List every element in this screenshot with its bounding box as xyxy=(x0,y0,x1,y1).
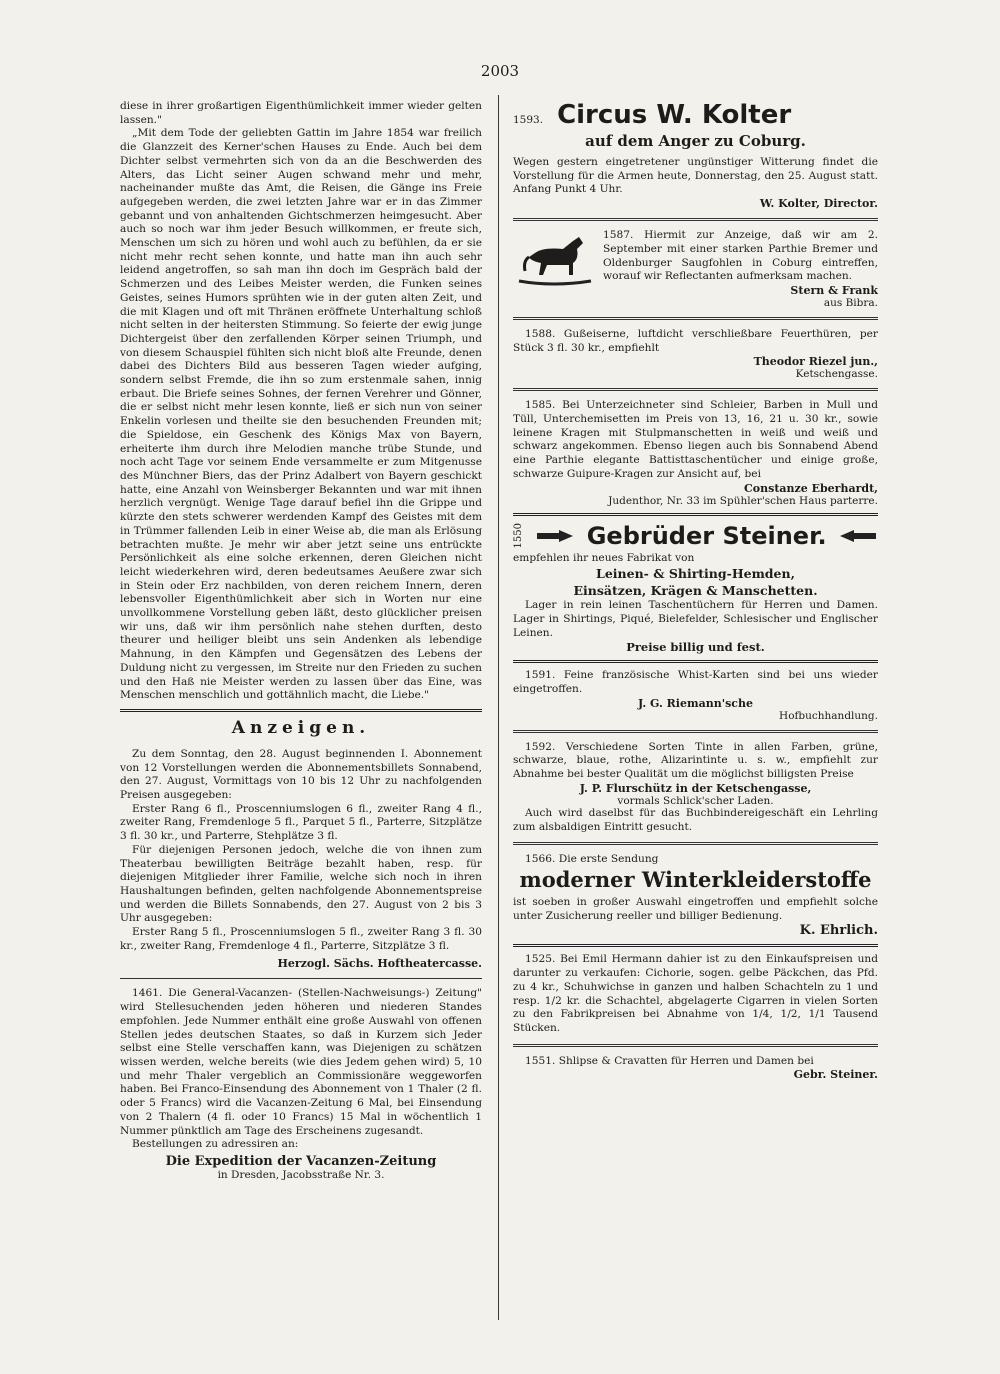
ad-1587 xyxy=(513,229,878,309)
ad-1591-place: Hofbuchhandlung. xyxy=(779,709,878,722)
ad-1551-signature: Gebr. Steiner. xyxy=(793,1068,878,1082)
ad-1566-text: ist soeben in großer Auswahl eingetroffen und empfiehlt solche unter Zusicherung reeller und billiger Bedienung. xyxy=(513,895,878,922)
ad-1588-place: Ketschengasse. xyxy=(795,368,878,381)
ad-1593-title: Circus W. Kolter xyxy=(557,100,792,130)
horse-illustration xyxy=(513,231,597,287)
ad-1461-address: in Dresden, Jacobsstraße Nr. 3. xyxy=(217,1168,385,1181)
ad-1593-number: 1593. xyxy=(513,114,544,126)
ad-1593-header xyxy=(513,100,878,130)
ad-1550-line: Einsätzen, Krägen & Manschetten. xyxy=(573,583,818,599)
ad-1550-intro: empfehlen ihr neues Fabrikat von xyxy=(513,551,695,564)
theatre-paragraph: Erster Rang 5 fl., Proscenniumslogen 5 fl., zweiter Rang 3 fl. 30 kr., zweiter Rang, Fremdenloge 4 fl., Parterre, Sitzplätze 3 fl. xyxy=(120,926,482,952)
article-paragraph: diese in ihrer großartigen Eigenthümlichkeit immer wieder gelten lassen." xyxy=(120,100,482,126)
ad-1591-signature: J. G. Riemann'sche xyxy=(637,696,753,710)
section-rule xyxy=(120,709,482,712)
theatre-paragraph: Erster Rang 6 fl., Proscenniumslogen 6 fl., zweiter Rang 4 fl., zweiter Rang, Fremdenloge 5 fl., Parquet 5 fl., Parterre, Sitzplätze 3 fl. 30 kr., und Parterre, Stehplätze 3 fl. xyxy=(120,802,482,843)
ad-rule xyxy=(513,513,878,516)
ad-1566-title: moderner Winterkleiderstoffe xyxy=(519,866,872,892)
ad-1566-intro: 1566. Die erste Sendung xyxy=(525,853,659,866)
ad-1585-signature: Constanze Eberhardt, xyxy=(744,481,878,495)
ad-1593-text: Wegen gestern eingetretener ungünstiger Witterung findet die Vorstellung für die Armen heute, Donnerstag, den 25. August statt. Anfang Punkt 4 Uhr. xyxy=(513,156,878,196)
ad-1461-text: Bestellungen zu adressiren an: xyxy=(132,1138,299,1151)
ad-rule xyxy=(513,317,878,320)
ad-1588-signature: Theodor Riezel jun., xyxy=(753,355,878,369)
ad-1525-text: 1525. Bei Emil Hermann dahier ist zu den Einkaufspreisen und darunter zu verkaufen: Cichorie, sogen. gelbe Päckchen, das Pfd. zu 4 kr., Schuhwichse in ganzen und halben Schachteln zu 1 und resp. 1/2 kr. die Schachtel, abgelagerte Cigarren in vielen Sorten zu den Fabrikpreisen bei Abnahme von 1/4, 1/2, 1/1 Tausend Stücken. xyxy=(513,953,878,1034)
pointing-hand-right-icon xyxy=(535,529,575,543)
theatre-signature: Herzogl. Sächs. Hoftheatercasse. xyxy=(277,957,482,971)
theatre-paragraph: Zu dem Sonntag, den 28. August beginnenden I. Abonnement von 12 Vorstellungen werden die Abonnementsbillets Sonnabend, den 27. August, Vormittags von 10 bis 12 Uhr zu nachfolgenden Preisen ausgegeben: xyxy=(120,747,482,802)
ad-1592-signature: J. P. Flurschütz in der Ketschengasse, xyxy=(579,781,812,795)
ad-1585-place: Judenthor, Nr. 33 im Spühler'schen Haus parterre. xyxy=(608,494,878,507)
theatre-paragraph: Für diejenigen Personen jedoch, welche die von ihnen zum Theaterbau bewilligten Beiträge bezahlt haben, resp. für diejenigen Mitglieder ihrer Familie, welche sich noch in ihren Haushaltungen befinden, gelten nachfolgende Abonnementspreise und werden die Billets Sonnabends, den 27. August von 2 bis 3 Uhr ausgegeben: xyxy=(120,843,482,925)
right-column xyxy=(513,100,878,1081)
ad-1550-header xyxy=(513,522,878,550)
ad-1592-place: vormals Schlick'scher Laden. xyxy=(617,794,774,807)
article-paragraph: „Mit dem Tode der geliebten Gattin im Jahre 1854 war freilich die Glanzzeit des Kerner'schen Hauses zu Ende. Auch bei dem Dichter selbst vermehrten sich von da an die Beschwerden des Alters, das Licht seiner Augen schwand mehr und mehr, nacheinander mußte das Amt, die Reisen, die Gänge ins Freie aufgegeben werden, die zwei letzten Jahre war er in das Zimmer gebannt und von anhaltenden Gichtschmerzen heimgesucht. Aber auch so noch war ihm jeder Besuch willkommen, er freute sich, Menschen um sich zu hören und wohl auch zu befühlen, da er sie nicht mehr recht sehen konnte, und hatte man ihn auch sehr leidend angetroffen, so sah man ihn doch im Gespräch bald der Schmerzen und des Leibes Meister werden, die Funken seines Geistes, seines Humors sprühten wie in der guten alten Zeit, und die mit Klagen und oft mit Thränen eröffnete Unterhaltung schloß nicht selten in der heitersten Stimmung. So feierte der ewig junge Dichtergeist über den zerfallenden Körper seinen Triumph, und von diesem Schauspiel fühlten sich nicht bloß alte Freunde, denen dabei des Dichters Bild aus besseren Tagen wieder aufging, sondern selbst Fremde, die ihn so zum erstenmale sahen, innig erbaut. Die Briefe seines Sohnes, der fernen Verehrer und Gönner, die er selbst nicht mehr lesen konnte, ließ er sich nun von seiner Enkelin vorlesen und theilte sie den besuchenden Freunden mit; die Spieldose, ein Geschenk des Königs Max von Bayern, erheiterte ihm durch ihre Melodien manche trübe Stunde, und noch acht Tage vor seinem Ende versammelte er zum Mitgenusse des Münchner Biers, das der Prinz Adalbert von Bayern geschickt hatte, eine Anzahl von Weinsberger Bekannten und war mit ihnen herzlich vergnügt. Wenige Tage darauf befiel ihn die Grippe und kürzte den stets schwerer werdenden Kampf des Geistes mit dem in Trümmer fallenden Leib in einer Weise ab, die man als Erlösung betrachten mußte. Je mehr wir aber jetzt seine uns entrückte Persönlichkeit als eine solche erkennen, deren Gleichen nicht leicht wiederkehren wird, deren bedeutsames Aeußere zwar sich in Stein oder Erz nachbilden, von deren reichem Innern, deren lebensvoller Eigenthümlichkeit aber sich in Worten nur eine unvollkommene Vorstellung geben läßt, desto glücklicher preisen wir uns, daß wir ihm persönlich nahe stehen durften, desto theurer und heiliger bleibt uns sein Andenken als lebendige Mahnung, in den Kämpfen und Gegensätzen des Lebens der Duldung nicht zu vergessen, im Streite nur den Frieden zu suchen und den Haß nie Meister werden zu lassen über das Eine, was Menschen menschlich und gottähnlich macht, die Liebe." xyxy=(120,127,482,702)
left-column xyxy=(120,100,482,1181)
ad-1566-signature: K. Ehrlich. xyxy=(799,923,878,939)
ad-rule xyxy=(120,978,482,979)
ad-1592-extra: Auch wird daselbst für das Buchbindereigeschäft ein Lehrling zum alsbaldigen Eintritt gesucht. xyxy=(513,806,878,833)
ad-rule xyxy=(513,944,878,947)
ad-1587-text: 1587. Hiermit zur Anzeige, daß wir am 2. September mit einer starken Parthie Bremer und Oldenburger Saugfohlen in Coburg eintreffen, worauf wir Reflectanten aufmerksam machen. xyxy=(603,229,878,283)
ad-1591-text: 1591. Feine französische Whist-Karten sind bei uns wieder eingetroffen. xyxy=(513,669,878,696)
page-number: 2003 xyxy=(480,62,520,80)
ad-1550-number: 1550 xyxy=(513,522,524,549)
column-divider xyxy=(498,95,499,1320)
ad-1593-signature: W. Kolter, Director. xyxy=(759,197,878,211)
ad-rule xyxy=(513,1044,878,1047)
ad-1550-line: Leinen- & Shirting-Hemden, xyxy=(596,566,795,582)
pointing-hand-left-icon xyxy=(838,529,878,543)
ads-heading: Anzeigen. xyxy=(231,717,371,738)
ad-1587-signature: Stern & Frank xyxy=(790,283,878,297)
ad-1587-place: aus Bibra. xyxy=(823,296,878,309)
ad-rule xyxy=(513,388,878,391)
ad-1550-footer: Preise billig und fest. xyxy=(626,640,765,655)
ad-1550-title: Gebrüder Steiner. xyxy=(586,521,827,550)
ad-1588-text: 1588. Gußeiserne, luftdicht verschließbare Feuerthüren, per Stück 3 fl. 30 kr., empfiehlt xyxy=(513,327,878,354)
ad-rule xyxy=(513,660,878,663)
ad-1585-text: 1585. Bei Unterzeichneter sind Schleier, Barben in Mull und Tüll, Unterchemisetten im Preis von 13, 16, 21 u. 30 kr., sowie leinene Kragen mit Stulpmanschetten in weiß und weiß und schwarz angekommen. Ebenso liegen auch bis Sonnabend Abend eine Parthie elegante Battisttaschentücher und einige große, schwarze Guipure-Kragen zur Ansicht auf, bei xyxy=(513,399,878,480)
ad-rule xyxy=(513,842,878,845)
ad-1551-text: 1551. Shlipse & Cravatten für Herren und Damen bei xyxy=(525,1054,814,1067)
ad-1461-signature: Die Expedition der Vacanzen-Zeitung xyxy=(165,1153,437,1169)
ad-1592-text: 1592. Verschiedene Sorten Tinte in allen Farben, grüne, schwarze, blaue, rothe, Alizarintinte u. s. w., empfiehlt zur Abnahme bei bester Qualität um die möglichst billigsten Preise xyxy=(513,740,878,781)
ad-1550-text: Lager in rein leinen Taschentüchern für Herren und Damen. Lager in Shirtings, Piqué, Bielefelder, Schlesischer und Englischer Leinen. xyxy=(513,599,878,639)
ad-1461-text: 1461. Die General-Vacanzen- (Stellen-Nachweisungs-) Zeitung" wird Stellesuchenden jeden höheren und niederen Standes empfohlen. Jede Nummer enthält eine große Auswahl von offenen Stellen jedes deutschen Staates, so daß in Kurzem sich Jeder selbst eine Stelle verschaffen kann, was Diejenigen zu schätzen wissen werden, welche bereits (wie dies Jedem gehen wird) 5, 10 und mehr Thaler vergeblich an Commissionäre weggeworfen haben. Bei Franco-Einsendung des Abonnement von 1 Thaler (2 fl. oder 5 Francs) wird die Vacanzen-Zeitung 6 Mal, bei Einsendung von 2 Thalern (4 fl. oder 10 Francs) 15 Mal in wöchentlich 1 Nummer pünktlich am Tage des Erscheinens zugesandt. xyxy=(120,987,482,1137)
ad-1593-subtitle: auf dem Anger zu Coburg. xyxy=(585,132,806,150)
ad-rule xyxy=(513,730,878,733)
ad-rule xyxy=(513,218,878,221)
